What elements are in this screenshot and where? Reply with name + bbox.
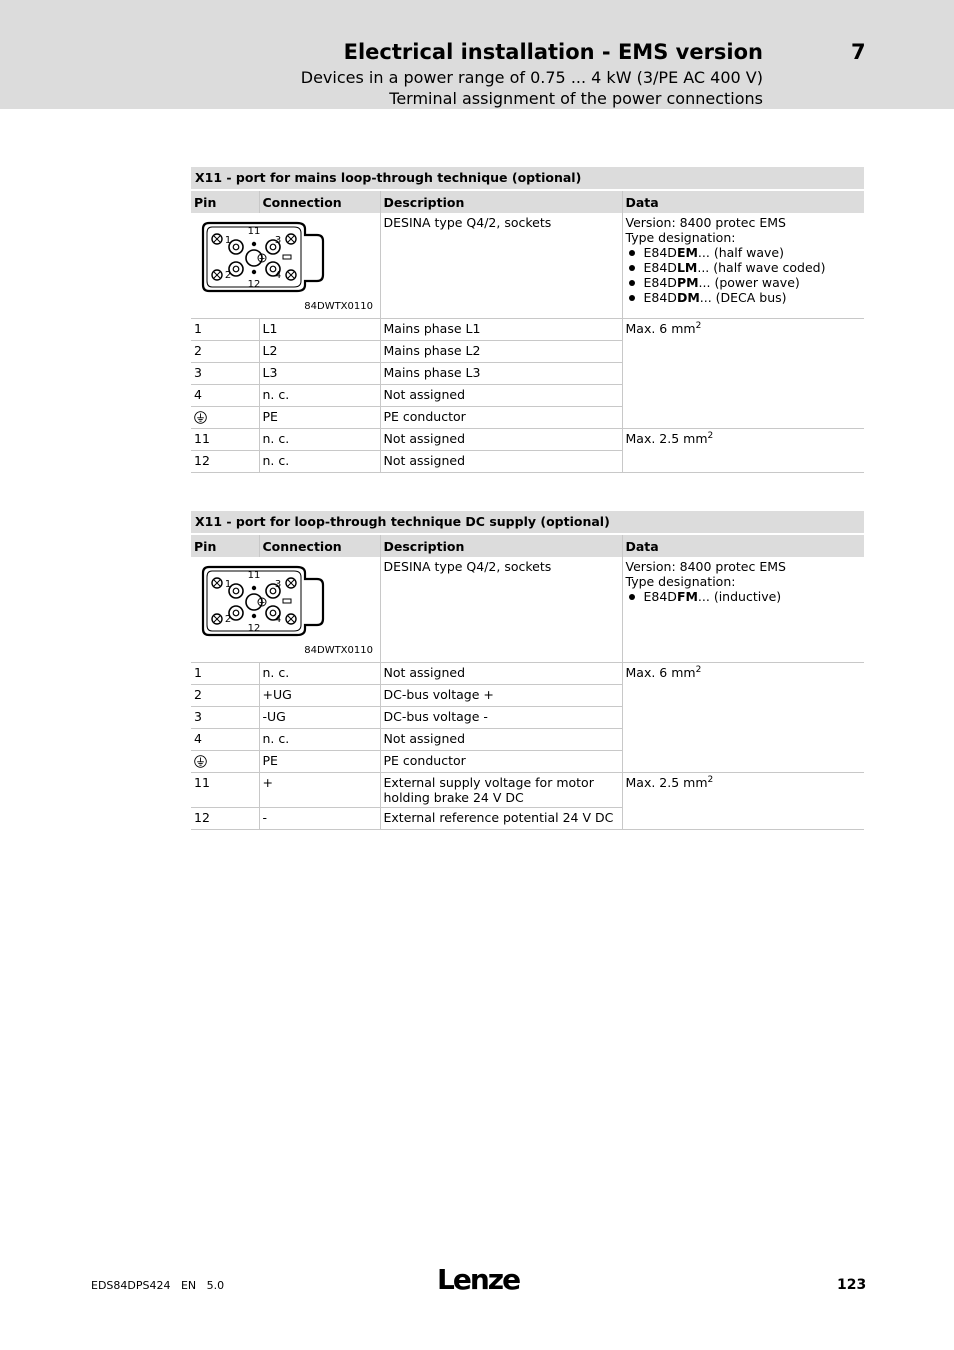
pin-cell: 3 <box>191 363 259 385</box>
table-body <box>191 191 864 473</box>
connector-figure-cell <box>191 213 380 319</box>
ground-icon <box>194 411 207 424</box>
pin-cell: 4 <box>191 729 259 751</box>
page-subtitle-2: Terminal assignment of the power connections <box>389 89 763 108</box>
connection-cell: +UG <box>259 685 380 707</box>
col-description: Description <box>380 535 622 557</box>
ground-icon <box>194 755 207 768</box>
connector-figure-cell <box>191 557 380 663</box>
connection-cell: PE <box>259 407 380 429</box>
pin-cell <box>191 751 259 773</box>
type-list <box>626 245 862 305</box>
description-cell: Mains phase L1 <box>380 319 622 341</box>
description-cell: PE conductor <box>380 407 622 429</box>
data-cell: Max. 2.5 $mm^2$ <box>622 429 864 473</box>
pin-cell: 11 <box>191 773 259 808</box>
table-title: X11 - port for loop-through technique DC supply (optional) <box>191 511 864 533</box>
description-cell: DESINA type Q4/2, sockets <box>380 213 622 319</box>
table-header-row <box>191 535 864 557</box>
description-cell: External reference potential 24 V DC <box>380 808 622 830</box>
description-cell: Not assigned <box>380 451 622 473</box>
col-data: Data <box>622 535 864 557</box>
doc-language: EN <box>180 1279 197 1292</box>
description-cell: DESINA type Q4/2, sockets <box>380 557 622 663</box>
list-item: E84DPM... (power wave) <box>626 275 862 290</box>
description-cell: Mains phase L3 <box>380 363 622 385</box>
pin-label-11: 11 <box>247 226 261 237</box>
connection-cell: L2 <box>259 341 380 363</box>
doc-version: 5.0 <box>206 1279 225 1292</box>
pin-cell <box>191 407 259 429</box>
figure-label: 84DWTX0110 <box>304 645 373 656</box>
connector-figure <box>191 213 377 314</box>
description-cell: External supply voltage for motor holding brake 24 V DC <box>380 773 622 808</box>
connection-cell: - <box>259 808 380 830</box>
table-body <box>191 535 864 830</box>
table-header-row <box>191 191 864 213</box>
connection-cell: PE <box>259 751 380 773</box>
pin-cell: 2 <box>191 685 259 707</box>
list-item: E84DLM... (half wave coded) <box>626 260 862 275</box>
type-list <box>626 589 862 604</box>
pin-label-3: 3 <box>274 235 282 246</box>
table-row <box>191 557 864 663</box>
pin-label-12: 12 <box>247 623 261 634</box>
data-cell: Max. 2.5 $mm^2$ <box>622 773 864 830</box>
table-row <box>191 319 864 341</box>
pin-label-11: 11 <box>247 570 261 581</box>
connection-cell: L3 <box>259 363 380 385</box>
connection-cell: n. c. <box>259 385 380 407</box>
pin-cell: 3 <box>191 707 259 729</box>
doc-id: EDS84DPS424 <box>91 1279 171 1292</box>
table-mains-loop-through <box>191 167 864 473</box>
table-row <box>191 213 864 319</box>
pin-cell: 4 <box>191 385 259 407</box>
list-item: E84DEM... (half wave) <box>626 245 862 260</box>
list-item: E84DFM... (inductive) <box>626 589 862 604</box>
description-cell: Not assigned <box>380 429 622 451</box>
table-row <box>191 429 864 451</box>
connection-cell: n. c. <box>259 451 380 473</box>
table-title: X11 - port for mains loop-through technique (optional) <box>191 167 864 189</box>
pin-label-4: 4 <box>274 270 282 281</box>
type-label: Type designation: <box>625 230 736 245</box>
col-pin: Pin <box>191 191 259 213</box>
description-cell: DC-bus voltage + <box>380 685 622 707</box>
page-subtitle-1: Devices in a power range of 0.75 ... 4 kW (3/PE AC 400 V) <box>300 68 763 87</box>
pin-label-1: 1 <box>224 579 232 590</box>
pin-label-1: 1 <box>224 235 232 246</box>
lenze-logo: Lenze <box>437 1263 520 1296</box>
connector-diagram-icon <box>201 563 325 639</box>
version-text: Version: 8400 protec EMS <box>625 559 786 574</box>
col-pin: Pin <box>191 535 259 557</box>
col-connection: Connection <box>259 191 380 213</box>
data-cell: Max. 6 $mm^2$ <box>622 663 864 773</box>
table-row <box>191 773 864 808</box>
pin-cell: 11 <box>191 429 259 451</box>
version-text: Version: 8400 protec EMS <box>625 215 786 230</box>
page-number: 123 <box>837 1277 867 1293</box>
type-label: Type designation: <box>625 574 736 589</box>
pin-cell: 1 <box>191 319 259 341</box>
connector-diagram-icon <box>201 219 325 295</box>
pin-cell: 12 <box>191 808 259 830</box>
pin-cell: 1 <box>191 663 259 685</box>
connection-cell: n. c. <box>259 663 380 685</box>
description-cell: PE conductor <box>380 751 622 773</box>
pin-label-3: 3 <box>274 579 282 590</box>
pin-label-4: 4 <box>274 614 282 625</box>
data-cell <box>622 557 864 663</box>
table-row <box>191 663 864 685</box>
connection-cell: -UG <box>259 707 380 729</box>
footer-doc-info <box>91 1279 224 1292</box>
pin-label-2: 2 <box>224 270 232 281</box>
col-description: Description <box>380 191 622 213</box>
description-cell: Not assigned <box>380 729 622 751</box>
page-title: Electrical installation - EMS version <box>343 40 763 64</box>
description-cell: Not assigned <box>380 663 622 685</box>
col-connection: Connection <box>259 535 380 557</box>
description-cell: Not assigned <box>380 385 622 407</box>
list-item: E84DDM... (DECA bus) <box>626 290 862 305</box>
table-dc-supply-loop-through <box>191 511 864 830</box>
pin-cell: 12 <box>191 451 259 473</box>
description-cell: Mains phase L2 <box>380 341 622 363</box>
pin-label-12: 12 <box>247 279 261 290</box>
connection-cell: + <box>259 773 380 808</box>
chapter-number: 7 <box>851 40 866 64</box>
col-data: Data <box>622 191 864 213</box>
figure-label: 84DWTX0110 <box>304 301 373 312</box>
connection-cell: n. c. <box>259 429 380 451</box>
connector-figure <box>191 557 377 658</box>
data-cell: Max. 6 $mm^2$ <box>622 319 864 429</box>
pin-label-2: 2 <box>224 614 232 625</box>
pin-cell: 2 <box>191 341 259 363</box>
connection-cell: L1 <box>259 319 380 341</box>
connection-cell: n. c. <box>259 729 380 751</box>
data-cell <box>622 213 864 319</box>
description-cell: DC-bus voltage - <box>380 707 622 729</box>
